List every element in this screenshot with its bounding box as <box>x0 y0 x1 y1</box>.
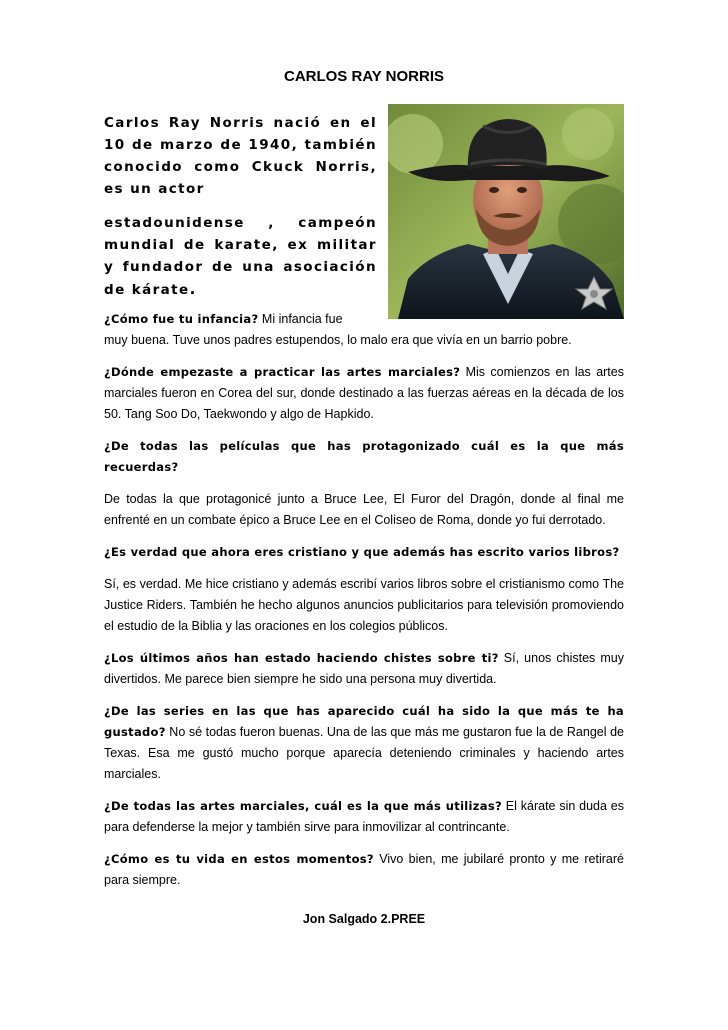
qa-item <box>104 542 624 563</box>
qa-answer: Mi infancia fue <box>258 312 343 326</box>
qa-item <box>104 796 624 838</box>
qa-item <box>104 701 624 785</box>
qa-item <box>104 436 624 478</box>
qa-answer: Vivo bien, me jubilaré pronto y me retiraré para siempre. <box>104 852 624 887</box>
qa-question: ¿Dónde empezaste a practicar las artes marciales? <box>104 365 461 379</box>
intro-paragraph-2-text: estadounidense , campeón mundial de karate, ex militar y fundador de una asociación de kárate <box>104 215 377 298</box>
qa-question-answer-1 <box>104 312 343 326</box>
qa-answer-paragraph: Sí, es verdad. Me hice cristiano y además escribí varios libros sobre el cristianismo como The Justice Riders. También he hecho algunos anuncios publicitarios para televisión promoviendo el estudio de la Biblia y las oraciones en los colegios públicos. <box>104 577 624 633</box>
qa-question: ¿Los últimos años han estado haciendo chistes sobre ti? <box>104 651 499 665</box>
qa-question: ¿Cómo es tu vida en estos momentos? <box>104 852 374 866</box>
interview-body <box>104 309 624 902</box>
qa-question: ¿De todas las artes marciales, cuál es la que más utilizas? <box>104 799 502 813</box>
portrait-image <box>388 104 624 319</box>
qa-question: ¿De todas las películas que has protagonizado cuál es la que más recuerdas? <box>104 439 624 474</box>
page-title: CARLOS RAY NORRIS <box>283 68 445 85</box>
qa-question: ¿De las series en las que has aparecido cuál ha sido la que más te ha gustado? <box>104 704 624 739</box>
qa-item <box>104 309 624 351</box>
intro-block <box>104 112 377 301</box>
qa-item <box>104 648 624 690</box>
qa-question: ¿Cómo fue tu infancia? <box>104 312 259 326</box>
qa-answer: Mis comienzos en las artes marciales fueron en Corea del sur, donde destinado a las fuerzas aéreas en la década de los 50. Tang Soo Do, Taekwondo y algo de Hapkido. <box>104 365 624 421</box>
qa-item <box>104 362 624 425</box>
qa-answer: No sé todas fueron buenas. Una de las que más me gustaron fue la de Rangel de Texas. Esa me gustó mucho porque aparecía deteniendo criminales y haciendo artes marciales. <box>104 725 624 781</box>
qa-answer-paragraph: De todas la que protagonicé junto a Bruce Lee, El Furor del Dragón, donde al final me enfrenté en un combate épico a Bruce Lee en el Coliseo de Roma, donde yo fui derrotado. <box>104 492 624 527</box>
author-signature: Jon Salgado 2.PREE <box>302 912 426 926</box>
intro-paragraph-2-period: . <box>189 280 197 298</box>
intro-paragraph-1: Carlos Ray Norris nació en el 10 de marzo de 1940, también conocido como Ckuck Norris, es un actor <box>104 115 377 197</box>
qa-answer-continued: muy buena. Tuve unos padres estupendos, lo malo era que vivía en un barrio pobre. <box>104 333 572 347</box>
qa-answer: El kárate sin duda es para defenderse la mejor y también sirve para inmovilizar al contrincante. <box>104 799 624 834</box>
qa-answer: Sí, unos chistes muy divertidos. Me parece bien siempre he sido una persona muy divertida. <box>104 651 624 686</box>
intro-paragraph-2 <box>104 212 377 301</box>
portrait-photo <box>388 104 624 319</box>
qa-question: ¿Es verdad que ahora eres cristiano y que además has escrito varios libros? <box>104 545 620 559</box>
qa-item <box>104 849 624 891</box>
